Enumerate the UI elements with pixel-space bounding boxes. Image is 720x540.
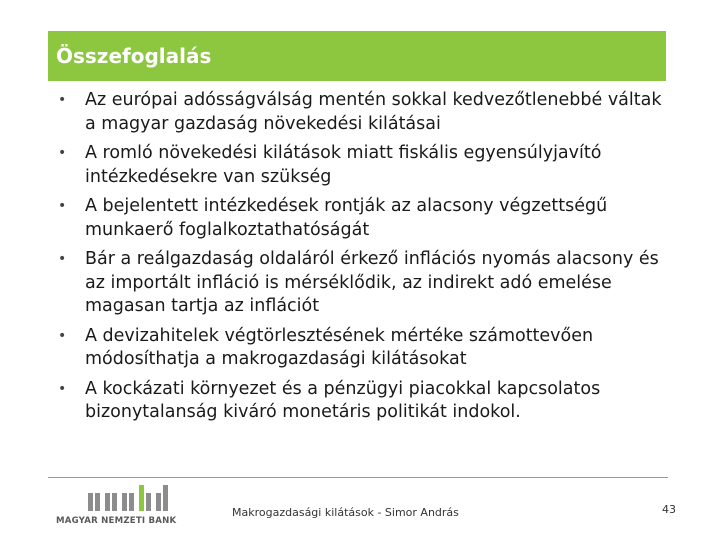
mnb-logo [56,483,204,529]
bullet-item [55,89,667,136]
bullet-text: A devizahitelek végtörlesztésének mértéke számottevően módosíthatja a makrogazdasági kilátásokat [85,325,594,369]
bullet-item [55,248,667,319]
bullet-text: Bár a reálgazdaság oldaláról érkező inflációs nyomás alacsony és az importált infláció is mérséklődik, az indirekt adó emelése magasan tartja az inflációt [85,249,659,316]
footer-divider [48,477,668,478]
slide-title: Összefoglalás [56,44,212,68]
bullet-marker: • [58,145,67,161]
page-number: 43 [662,503,676,516]
bullet-marker: • [58,198,67,214]
bullet-text: A kockázati környezet és a pénzügyi piacokkal kapcsolatos bizonytalanság kiváró monetáris politikát indokol. [85,378,601,422]
title-bar [48,31,666,81]
footer-caption: Makrogazdasági kilátások - Simor András [232,506,459,519]
bullet-marker: • [58,380,67,397]
mnb-logo-icon [86,483,176,513]
bullet-item [55,378,667,425]
bullet-item [55,142,667,189]
bullet-marker: • [58,92,67,108]
bullet-text: A bejelentett intézkedések rontják az alacsony végzettségű munkaerő foglalkoztathatóságát [85,196,608,240]
logo-text: MAGYAR NEMZETI BANK [56,516,177,526]
bullet-item [55,325,667,372]
bullet-text: Az európai adósságválság mentén sokkal kedvezőtlenebbé váltak a magyar gazdaság növekedési kilátásai [85,90,662,134]
bullet-item [55,195,667,242]
bullet-list [55,89,667,431]
bullet-text: A romló növekedési kilátások miatt fiskális egyensúlyjavító intézkedésekre van szükség [85,143,602,187]
bullet-marker: • [58,251,67,267]
bullet-marker: • [58,327,67,344]
